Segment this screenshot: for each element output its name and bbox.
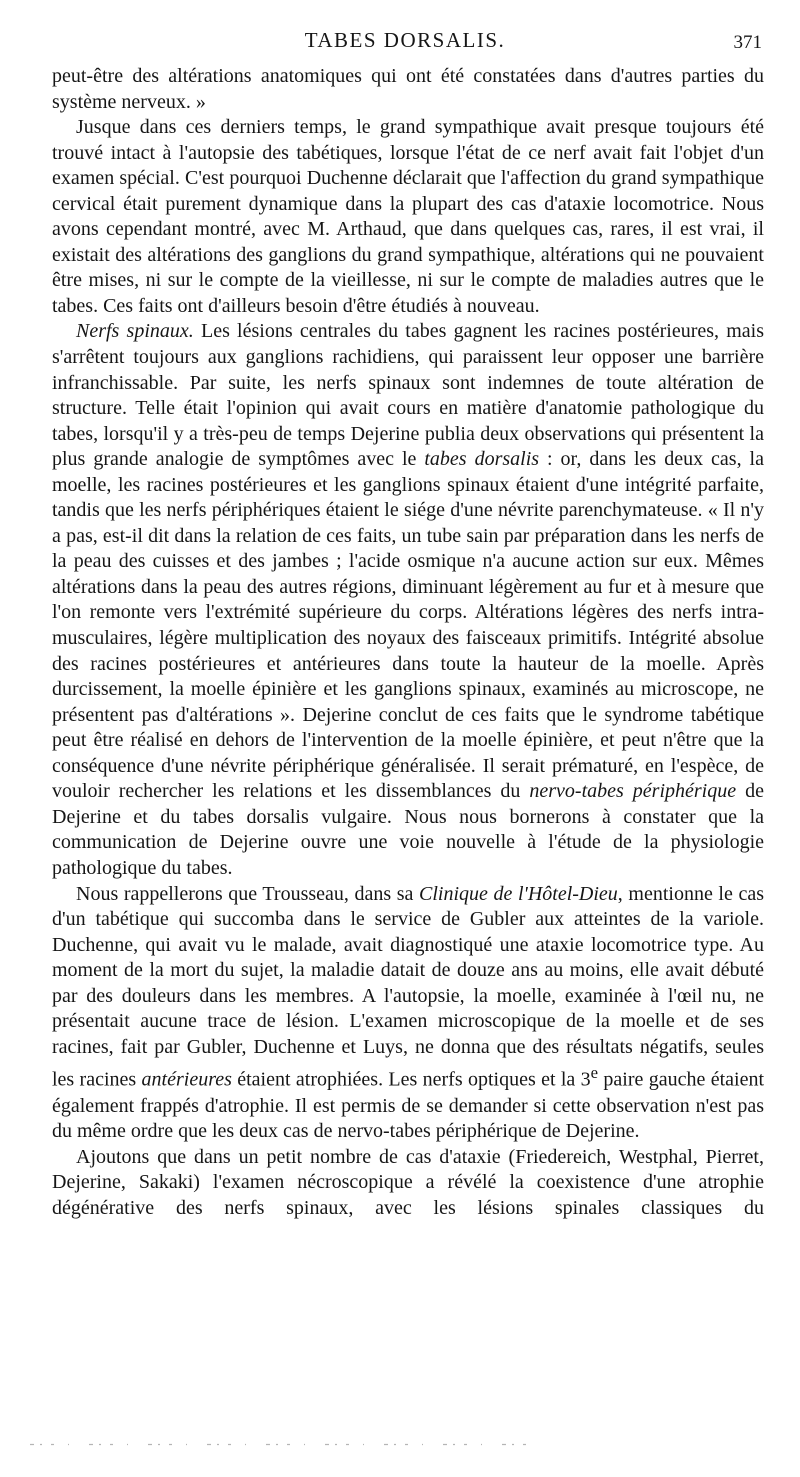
paragraph-grand-sympathique [52, 115, 764, 319]
paragraph-ajoutons [52, 1145, 764, 1222]
body-text [52, 64, 764, 1221]
italic-term: antérieures [141, 1068, 232, 1091]
running-title: TABES DORSALIS. [304, 28, 506, 52]
paragraph-text: paire gauche étaient également frappés d'atrophie. Il est permis de se demander si cette observation n'est pas du même ordre que les deux cas de nervo-tabes périphérique de Dejerine. [52, 1068, 764, 1143]
paragraph-text: de Dejerine et du tabes dorsalis vulgaire. Nous nous bornerons à constater que la communication de Dejerine ouvre une voie nouvelle à l'étude de la physiologie pathologique du tabes. [52, 780, 764, 879]
paragraph-trousseau [52, 882, 764, 1145]
paragraph-continuation [52, 64, 764, 115]
paragraph-text: Ajoutons que dans un petit nombre de cas d'ataxie (Friedereich, Westphal, Pierret, Dejerine, Sakaki) l'examen nécroscopique a révélé la coexistence d'une atrophie dégénérative des nerfs spinaux, avec les lésions spinales classiques du [52, 1145, 764, 1219]
paragraph-nerfs-spinaux [52, 319, 764, 881]
italic-term: nervo-tabes périphérique [529, 780, 737, 803]
paragraph-text: étaient atrophiées. Les nerfs optiques et la 3 [231, 1068, 591, 1091]
superscript: e [590, 1063, 599, 1083]
italic-term: tabes dorsalis [424, 448, 540, 471]
paragraph-text: Jusque dans ces derniers temps, le grand sympathique avait presque toujours été trouvé intact à l'autopsie des tabétiques, lorsque l'état de ce nerf avait fait l'objet d'un examen spécial. C'est pourquoi Duchenne déclarait que l'affection du grand sympathique cervical était purement dynamique dans la plupart des cas d'ataxie locomotrice. Nous avons cependant montré, avec M. Arthaud, que dans quelques cas, rares, il est vrai, il existait des altérations des ganglions du grand sympathique, altérations qui ne pouvaient être mises, ni sur le compte de la vieillesse, ni sur le compte de maladies autres que le tabes. Ces faits ont d'ailleurs besoin d'être étudiés à nouveau. [52, 116, 764, 317]
italic-term: Clinique de l'Hôtel-Dieu [419, 882, 618, 905]
paragraph-text: Les lésions centrales du tabes gagnent les racines postérieures, mais s'arrêtent toujours aux ganglions rachidiens, qui paraissent leur opposer une barrière infranchissable. Par suite, les nerfs spinaux sont indemnes de toute altération de structure. Telle était l'opinion qui avait cours en matière d'anatomie pathologique du tabes, lorsqu'il y a très-peu de temps Dejerine publia deux observations qui présentent la plus grande analogie de symptômes avec le [52, 320, 764, 471]
print-noise-marks [30, 1443, 530, 1446]
section-subheading: Nerfs spinaux. [76, 320, 194, 343]
paragraph-text: Nous rappellerons que Trousseau, dans sa [76, 882, 420, 905]
page-number: 371 [733, 32, 762, 53]
running-head [46, 28, 764, 58]
paragraph-text: , mentionne le cas d'un tabétique qui succomba dans le service de Gubler aux atteintes de la variole. Duchenne, qui avait vu le malade, avait diagnostiqué une ataxie locomotrice type. Au moment de la mort du sujet, la maladie datait de douze ans au moins, elle avait débuté par des douleurs dans les membres. A l'autopsie, la moelle, examinée à l'œil nu, ne présentait aucune trace de lésion. L'examen microscopique de la moelle et de ses racines, fait par Gubler, Duchenne et Luys, ne donna que des résultats négatifs, seules les racines [52, 882, 764, 1091]
paragraph-text: peut-être des altérations anatomiques qui ont été constatées dans d'autres parties du système nerveux. » [52, 65, 764, 113]
paragraph-text: : or, dans les deux cas, la moelle, les racines postérieures et les ganglions spinaux étaient d'une intégrité parfaite, tandis que les nerfs périphériques étaient le siége d'une névrite parenchymateuse. « Il n'y a pas, est-il dit dans la relation de ces faits, un tube sain par préparation dans les nerfs de la peau des cuisses et des jambes ; l'acide osmique n'a aucune action sur eux. Mêmes altérations dans la peau des autres régions, diminuant légèrement au fur et à mesure que l'on remonte vers l'extrémité supérieure du corps. Altérations légères des nerfs intra-musculaires, légère multiplication des noyaux des faisceaux primitifs. Intégrité absolue des racines postérieures et antérieures dans toute la hauteur de la moelle. Après durcissement, la moelle épinière et les ganglions spinaux, examinés au microscope, ne présentent pas d'altérations ». Dejerine conclut de ces faits que le syndrome tabétique peut être réalisé en dehors de l'intervention de la moelle épinière, et peut n'être que la conséquence d'une névrite périphérique généralisée. Il serait prématuré, en l'espèce, de vouloir rechercher les relations et les dissemblances du [52, 448, 764, 803]
